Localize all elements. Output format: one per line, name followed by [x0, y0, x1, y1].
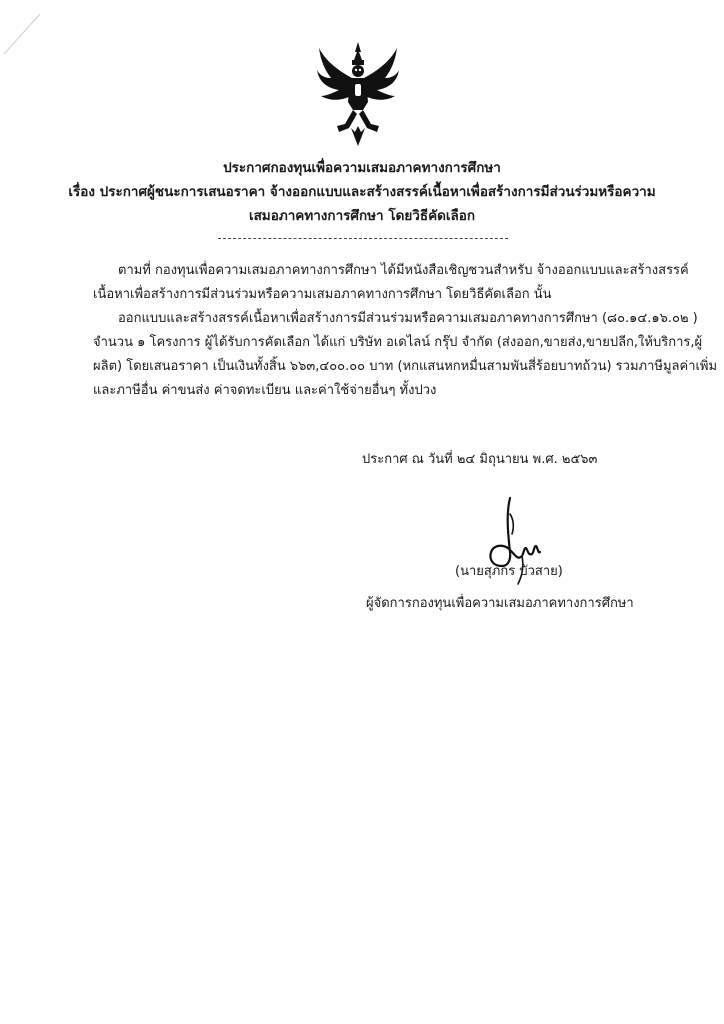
announcement-date: ประกาศ ณ วันที่ ๒๔ มิถุนายน พ.ศ. ๒๕๖๓ — [362, 452, 598, 467]
body-line-1: ตามที่ กองทุนเพื่อความเสมอภาคทางการศึกษา ได้มีหนังสือเชิญชวนสำหรับ จ้างออกแบบและสร้างสรรค์ — [118, 263, 689, 278]
title-line-1: ประกาศกองทุนเพื่อความเสมอภาคทางการศึกษา — [223, 160, 501, 176]
body-line-2: เนื้อหาเพื่อสร้างการมีส่วนร่วมหรือความเสมอภาคทางการศึกษา โดยวิธีคัดเลือก นั้น — [93, 287, 552, 302]
garuda-emblem-icon — [315, 40, 401, 148]
announcement-body — [93, 259, 718, 403]
body-line-3: ออกแบบและสร้างสรรค์เนื้อหาเพื่อสร้างการมีส่วนร่วมหรือความเสมอภาคทางการศึกษา (๘๐.๑๔.๑๖.๐๒ ) — [118, 311, 698, 326]
signer-title: ผู้จัดการกองทุนเพื่อความเสมอภาคทางการศึกษา — [366, 596, 634, 611]
scan-corner-mark — [0, 0, 60, 60]
signer-name: (นายสุภกร บัวสาย) — [455, 564, 563, 579]
body-line-6: และภาษีอื่น ค่าขนส่ง ค่าจดทะเบียน และค่าใช้จ่ายอื่นๆ ทั้งปวง — [93, 383, 437, 398]
body-line-5: ผลิต) โดยเสนอราคา เป็นเงินทั้งสิ้น ๖๖๓,๔๐๐.๐๐ บาท (หกแสนหกหมื่นสามพันสี่ร้อยบาทถ้วน) รวมภาษีมูลค่าเพิ่ม — [93, 359, 718, 374]
body-line-4: จำนวน ๑ โครงการ ผู้ได้รับการคัดเลือก ได้แก่ บริษัท อเดไลน์ กรุ๊ป จำกัด (ส่งออก,ขายส่ง,ขายปลีก,ให้บริการ,ผู้ — [93, 335, 703, 350]
title-line-2: เรื่อง ประกาศผู้ชนะการเสนอราคา จ้างออกแบบและสร้างสรรค์เนื้อหาเพื่อสร้างการมีส่วนร่วมหรือความ — [68, 184, 656, 200]
dashed-divider — [218, 238, 508, 239]
announcement-title — [60, 156, 664, 228]
title-line-3: เสมอภาคทางการศึกษา โดยวิธีคัดเลือก — [248, 208, 476, 224]
